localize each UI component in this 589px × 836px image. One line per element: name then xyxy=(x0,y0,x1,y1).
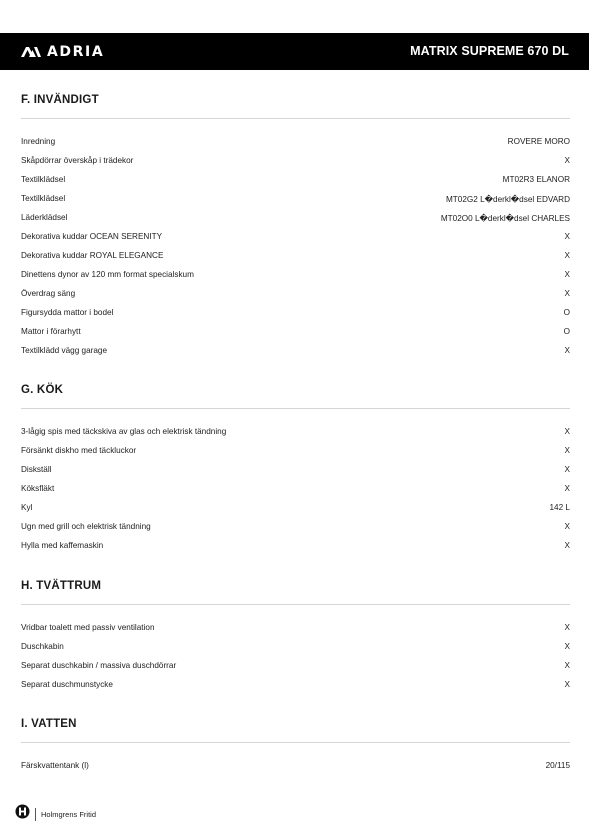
spec-label: Överdrag säng xyxy=(21,289,76,298)
spec-label: Köksfläkt xyxy=(21,484,55,493)
spec-value: X xyxy=(564,446,570,455)
spec-value: X xyxy=(564,156,570,165)
spec-row xyxy=(21,675,570,694)
spec-label: Dinettens dynor av 120 mm format specialskum xyxy=(21,270,194,279)
holmgrens-logo-icon xyxy=(15,804,30,824)
spec-row xyxy=(21,637,570,656)
spec-label: Textilklädsel xyxy=(21,194,66,203)
spec-value: X xyxy=(564,484,570,493)
spec-row xyxy=(21,341,570,360)
spec-label: 3-lågig spis med täckskiva av glas och elektrisk tändning xyxy=(21,427,227,436)
spec-label: Duschkabin xyxy=(21,642,64,651)
spec-row xyxy=(21,170,570,189)
spec-value: X xyxy=(564,661,570,670)
spec-label: Skåpdörrar överskåp i trädekor xyxy=(21,156,134,165)
spec-label: Textilklädd vägg garage xyxy=(21,346,108,355)
spec-row xyxy=(21,536,570,555)
spec-row xyxy=(21,479,570,498)
page-footer xyxy=(15,806,96,822)
spec-value: MT02R3 ELANOR xyxy=(502,175,570,184)
spec-value: MT02O0 L�derkl�dsel CHARLES xyxy=(440,213,570,223)
spec-row xyxy=(21,284,570,303)
spec-row xyxy=(21,265,570,284)
spec-row xyxy=(21,132,570,151)
spec-label: Dekorativa kuddar ROYAL ELEGANCE xyxy=(21,251,164,260)
spec-row xyxy=(21,618,570,637)
spec-row xyxy=(21,303,570,322)
spec-label: Separat duschkabin / massiva duschdörrar xyxy=(21,661,177,670)
spec-value: X xyxy=(564,680,570,689)
spec-row xyxy=(21,756,570,775)
spec-value: X xyxy=(564,642,570,651)
dealer-name: Holmgrens Fritid xyxy=(41,809,97,819)
spec-value: MT02G2 L�derkl�dsel EDVARD xyxy=(445,194,570,204)
spec-label: Separat duschmunstycke xyxy=(21,680,113,689)
page-header xyxy=(0,33,589,70)
spec-label: Läderklädsel xyxy=(21,213,68,222)
adria-logo-icon xyxy=(20,46,42,58)
spec-value: 20/115 xyxy=(545,761,570,770)
section-title: H. TVÄTTRUM xyxy=(21,580,102,592)
spec-row xyxy=(21,189,570,208)
spec-value: X xyxy=(564,232,570,241)
spec-label: Mattor i förarhytt xyxy=(21,327,81,336)
spec-label: Figursydda mattor i bodel xyxy=(21,308,114,317)
spec-label: Färskvattentank (l) xyxy=(21,761,89,770)
spec-label: Vridbar toalett med passiv ventilation xyxy=(21,623,155,632)
spec-value: X xyxy=(564,270,570,279)
spec-value: X xyxy=(564,289,570,298)
spec-row xyxy=(21,498,570,517)
spec-value: 142 L xyxy=(549,503,570,512)
section-vatten xyxy=(21,715,570,775)
section-invandigt xyxy=(21,91,570,360)
spec-row xyxy=(21,322,570,341)
section-divider xyxy=(21,408,570,409)
spec-row xyxy=(21,422,570,441)
spec-row xyxy=(21,517,570,536)
spec-value: X xyxy=(564,346,570,355)
model-name: MATRIX SUPREME 670 DL xyxy=(410,44,569,58)
spec-label: Dekorativa kuddar OCEAN SERENITY xyxy=(21,232,163,241)
spec-value: O xyxy=(563,327,570,336)
spec-row xyxy=(21,460,570,479)
section-title: I. VATTEN xyxy=(21,718,77,730)
footer-divider xyxy=(35,808,36,821)
section-divider xyxy=(21,742,570,743)
spec-row xyxy=(21,227,570,246)
spec-row xyxy=(21,151,570,170)
section-divider xyxy=(21,118,570,119)
section-title: G. KÖK xyxy=(21,384,64,396)
section-tvattrum xyxy=(21,577,570,694)
spec-label: Kyl xyxy=(21,503,33,512)
spec-row xyxy=(21,208,570,227)
spec-label: Hylla med kaffemaskin xyxy=(21,541,104,550)
adria-logo xyxy=(20,44,104,60)
spec-row xyxy=(21,656,570,675)
spec-row xyxy=(21,441,570,460)
spec-row xyxy=(21,246,570,265)
spec-label: Ugn med grill och elektrisk tändning xyxy=(21,522,151,531)
section-kok xyxy=(21,381,570,555)
spec-label: Inredning xyxy=(21,137,56,146)
spec-label: Textilklädsel xyxy=(21,175,66,184)
section-divider xyxy=(21,604,570,605)
section-title: F. INVÄNDIGT xyxy=(21,94,99,106)
spec-label: Försänkt diskho med täckluckor xyxy=(21,446,137,455)
spec-value: X xyxy=(564,541,570,550)
spec-value: X xyxy=(564,623,570,632)
spec-value: ROVERE MORO xyxy=(507,137,570,146)
spec-label: Diskställ xyxy=(21,465,52,474)
spec-value: X xyxy=(564,251,570,260)
spec-value: X xyxy=(564,522,570,531)
spec-value: X xyxy=(564,465,570,474)
spec-value: X xyxy=(564,427,570,436)
brand-name: ADRIA xyxy=(47,44,105,60)
spec-value: O xyxy=(563,308,570,317)
